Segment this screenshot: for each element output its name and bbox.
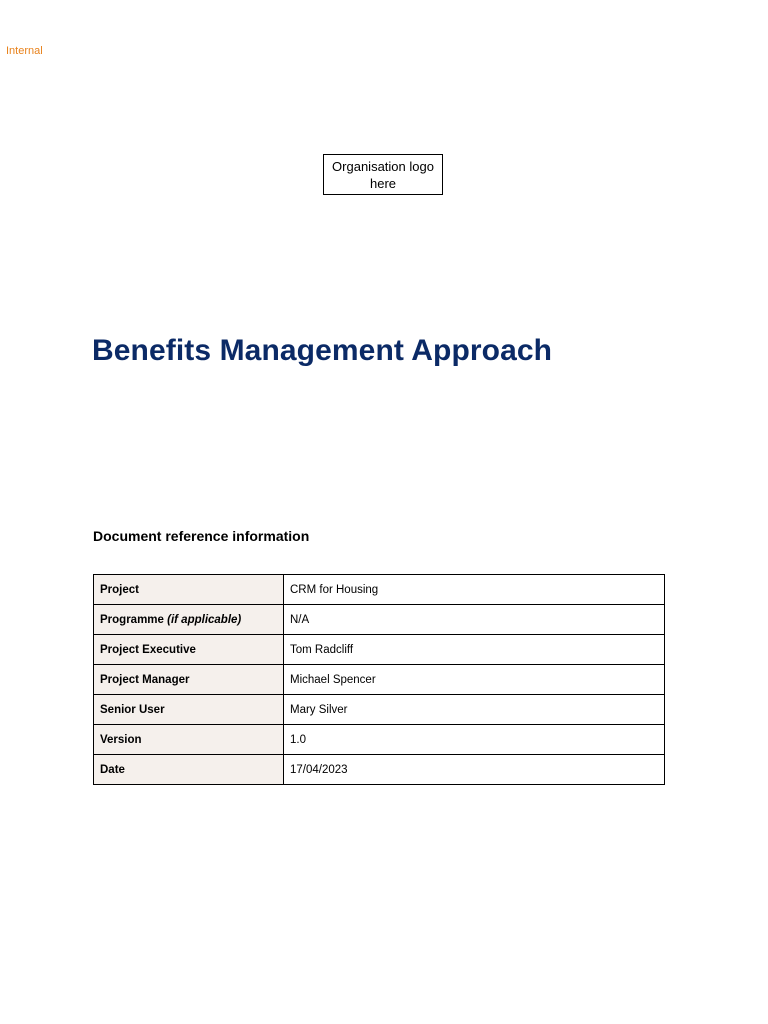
row-value-cell	[284, 725, 665, 755]
row-value: Tom Radcliff	[290, 643, 354, 656]
organisation-logo-placeholder	[323, 154, 443, 195]
row-value-cell	[284, 695, 665, 725]
classification-label: Internal	[6, 45, 43, 57]
row-label: Project Manager	[100, 673, 190, 686]
row-value: 17/04/2023	[290, 763, 348, 776]
row-label-cell	[94, 635, 284, 665]
table-row	[94, 725, 665, 755]
table-row	[94, 755, 665, 785]
logo-placeholder-text: Organisation logo here	[332, 158, 434, 191]
table-row	[94, 605, 665, 635]
row-value: CRM for Housing	[290, 583, 379, 596]
document-title: Benefits Management Approach	[92, 334, 553, 367]
table-row	[94, 635, 665, 665]
row-value-cell	[284, 665, 665, 695]
row-label: Date	[100, 763, 125, 776]
row-label-cell	[94, 725, 284, 755]
row-label-cell	[94, 755, 284, 785]
row-label: Version	[100, 733, 142, 746]
row-value: N/A	[290, 613, 310, 626]
row-value-cell	[284, 755, 665, 785]
row-label-cell	[94, 695, 284, 725]
row-label-cell	[94, 605, 284, 635]
table-row	[94, 665, 665, 695]
row-label-qualifier: (if applicable)	[167, 613, 242, 626]
row-value: 1.0	[290, 733, 306, 746]
reference-section-heading: Document reference information	[93, 528, 310, 544]
row-value-cell	[284, 605, 665, 635]
row-label-cell	[94, 665, 284, 695]
row-value-cell	[284, 635, 665, 665]
row-value-cell	[284, 575, 665, 605]
row-label: Programme	[100, 613, 164, 626]
row-label: Project	[100, 583, 139, 596]
row-value: Mary Silver	[290, 703, 348, 716]
table-row	[94, 695, 665, 725]
table-row	[94, 575, 665, 605]
row-value: Michael Spencer	[290, 673, 376, 686]
row-label-cell	[94, 575, 284, 605]
row-label: Senior User	[100, 703, 165, 716]
document-reference-table	[93, 574, 665, 785]
row-label: Project Executive	[100, 643, 196, 656]
